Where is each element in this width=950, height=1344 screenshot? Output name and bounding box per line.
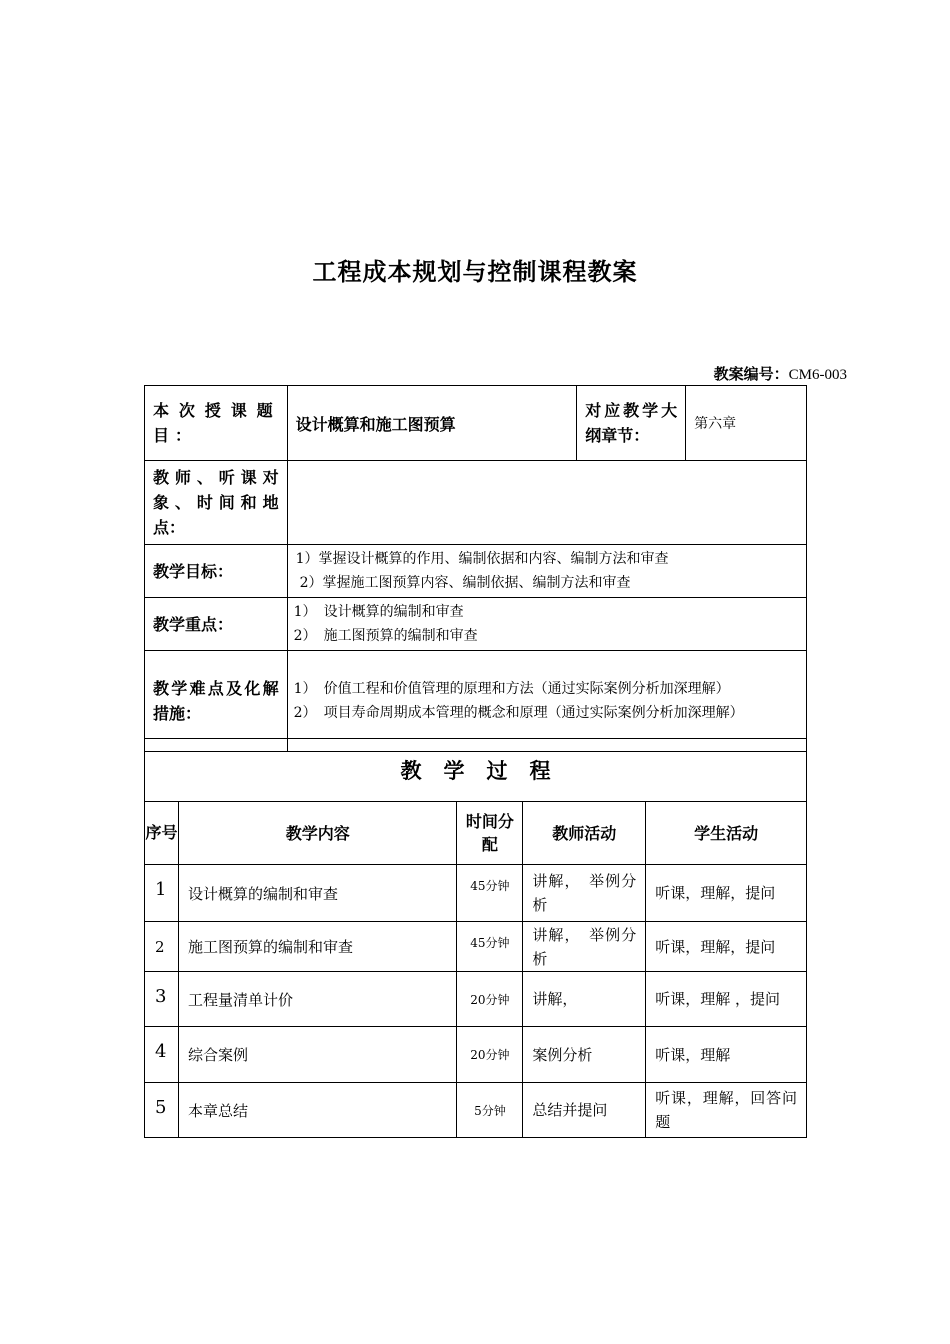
- header-teacher: 教师活动: [523, 802, 646, 865]
- row-student-activity: 听课，理解 ，提问: [646, 972, 807, 1027]
- key-points-list: [287, 598, 806, 651]
- row-teacher-activity: 讲解，: [523, 972, 646, 1027]
- row-time: 20分钟: [457, 1027, 523, 1083]
- row-student-activity: 听课，理解: [646, 1027, 807, 1083]
- row-time: 45分钟: [457, 922, 523, 972]
- row-student-activity: 听课，理解，提问: [646, 922, 807, 972]
- key-point-item: 2） 施工图预算的编制和审查: [293, 628, 478, 644]
- difficulty-item: 2） 项目寿命周期成本管理的概念和原理（通过实际案例分析加深理解）: [293, 705, 744, 721]
- row-student-activity: 听课，理解，回答问题: [646, 1083, 807, 1138]
- syllabus-label: 对应教学大纲章节：: [577, 386, 686, 461]
- goal-item: 2）掌握施工图预算内容、编制依据、编制方法和审查: [299, 575, 631, 591]
- teacher-label: 教师、听课对象、时间和地点：: [145, 461, 288, 545]
- row-seq: 4: [145, 1027, 179, 1083]
- teacher-value: [287, 461, 806, 545]
- plan-code-label: 教案编号：: [713, 365, 789, 383]
- row-time: 45分钟: [457, 865, 523, 922]
- key-point-item: 1） 设计概算的编制和审查: [293, 604, 464, 620]
- row-seq: 5: [145, 1083, 179, 1138]
- row-teacher-activity: 讲解， 举例分析: [523, 922, 646, 972]
- topic-value: 设计概算和施工图预算: [287, 386, 577, 461]
- row-teacher-activity: 案例分析: [523, 1027, 646, 1083]
- header-time: 时间分配: [457, 802, 523, 865]
- difficulty-label: 教学难点及化解措施：: [145, 651, 288, 752]
- header-content: 教学内容: [178, 802, 456, 865]
- document-title: 工程成本规划与控制课程教案: [312, 258, 638, 286]
- plan-code: [714, 363, 847, 384]
- row-time: 20分钟: [457, 972, 523, 1027]
- topic-label: 本次授课题目：: [145, 386, 288, 461]
- table-row: [145, 1083, 807, 1138]
- row-seq: 3: [145, 972, 179, 1027]
- teaching-process-table: [144, 738, 807, 1138]
- header-seq: 序号: [145, 802, 179, 865]
- table-row: [145, 865, 807, 922]
- table-row: [145, 922, 807, 972]
- plan-code-value: CM6-003: [788, 367, 847, 383]
- goals-label: 教学目标：: [145, 545, 288, 598]
- lesson-info-table: [144, 385, 807, 752]
- goal-item: 1）掌握设计概算的作用、编制依据和内容、编制方法和审查: [295, 551, 669, 567]
- row-content: 综合案例: [178, 1027, 456, 1083]
- row-content: 施工图预算的编制和审查: [178, 922, 456, 972]
- row-content: 工程量清单计价: [178, 972, 456, 1027]
- row-content: 本章总结: [178, 1083, 456, 1138]
- row-student-activity: 听课，理解，提问: [646, 865, 807, 922]
- row-seq: 1: [145, 865, 179, 922]
- row-seq: 2: [145, 922, 179, 972]
- key-label: 教学重点：: [145, 598, 288, 651]
- table-row: [145, 972, 807, 1027]
- syllabus-value: 第六章: [686, 386, 807, 461]
- row-time: 5分钟: [457, 1083, 523, 1138]
- row-content: 设计概算的编制和审查: [178, 865, 456, 922]
- goals-list: [287, 545, 806, 598]
- difficulties-list: [287, 651, 806, 752]
- row-teacher-activity: 讲解， 举例分析: [523, 865, 646, 922]
- process-title: 教学过程: [145, 739, 807, 802]
- difficulty-item: 1） 价值工程和价值管理的原理和方法（通过实际案例分析加深理解）: [293, 681, 730, 697]
- header-student: 学生活动: [646, 802, 807, 865]
- row-teacher-activity: 总结并提问: [523, 1083, 646, 1138]
- table-row: [145, 1027, 807, 1083]
